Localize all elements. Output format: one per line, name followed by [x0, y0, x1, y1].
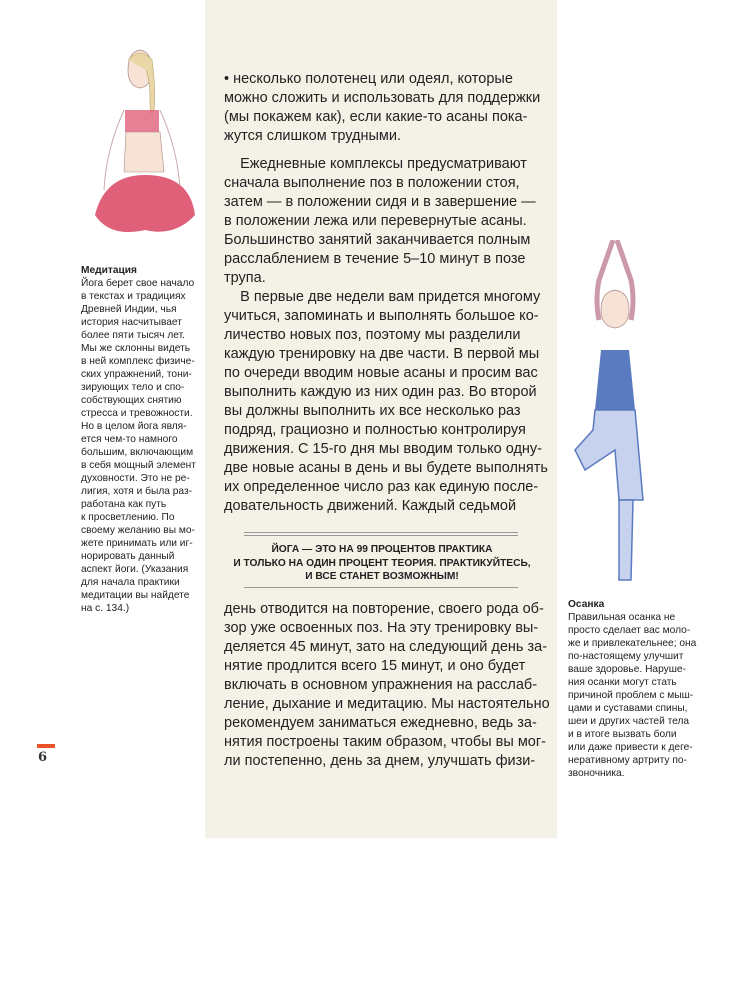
body-text-continued [224, 600, 554, 771]
quote-rule-top [244, 532, 518, 533]
text-line: ских упражнений, тони- [81, 369, 192, 380]
page-number: 6 [38, 750, 48, 765]
text-line: в положении лежа или перевернутые асаны. [224, 213, 527, 229]
text-line: Мы же склонны видеть [81, 343, 191, 354]
text-line: для начала практики [81, 577, 180, 588]
text-line: ния осанки могут стать [568, 677, 677, 688]
caption-title: Осанка [568, 599, 605, 610]
text-line: ление, дыхание и медитацию. Мы настоятельно [224, 696, 550, 712]
text-line: Йога берет свое начало [81, 278, 195, 289]
text-line: зирующих тело и спо- [81, 382, 185, 393]
text-line: жутся слишком трудными. [224, 128, 402, 144]
text-line: расслаблением в течение 5–10 минут в позе [224, 251, 526, 267]
text-line: к просветлению. По [81, 512, 175, 523]
text-line: две новые асаны в день и вы будете выполнять [224, 460, 548, 476]
text-line: цами и суставами спины, [568, 703, 688, 714]
text-line: работана как путь [81, 499, 167, 510]
text-line: • несколько полотенец или одеял, которые [224, 71, 513, 87]
body-text [224, 155, 554, 516]
text-line: день отводится на повторение, своего рода об- [224, 601, 544, 617]
text-line: ли постепенно, день за днем, улучшать физи- [224, 753, 536, 769]
text-line: подряд, грациозно и полностью контролируя [224, 422, 526, 438]
text-line: трупа. [224, 270, 266, 286]
text-line: можно сложить и использовать для поддержки [224, 90, 541, 106]
text-line: нятие продлится всего 15 минут, и оно будет [224, 658, 526, 674]
text-line: их определенное число раз как единую после- [224, 479, 539, 495]
text-line: ваше здоровье. Наруше- [568, 664, 686, 675]
pull-quote [232, 543, 532, 584]
meditation-caption [81, 264, 196, 615]
text-line: более пяти тысяч лет. [81, 330, 185, 341]
text-line: же и привлекательнее; она [568, 638, 697, 649]
text-line: выполнить каждую из них один раз. Во второй [224, 384, 537, 400]
text-line: звоночника. [568, 768, 625, 779]
posture-caption [568, 598, 696, 780]
text-line: личество новых поз, поэтому мы разделили [224, 327, 521, 343]
text-line: довательность движений. Каждый седьмой [224, 498, 517, 514]
text-line: рекомендуем заниматься ежедневно, ведь за- [224, 715, 537, 731]
text-line: В первые две недели вам придется многому [224, 289, 541, 305]
text-line: просто сделает вас моло- [568, 625, 691, 636]
text-line: в текстах и традициях [81, 291, 186, 302]
text-line: история насчитывает [81, 317, 182, 328]
text-line: неративному артриту по- [568, 755, 687, 766]
text-line: Ежедневные комплексы предусматривают [224, 156, 527, 172]
text-line: в себя мощный элемент [81, 460, 196, 471]
text-line: стресса и тревожности. [81, 408, 193, 419]
text-line: (мы покажем как), если какие-то асаны пока- [224, 109, 528, 125]
text-line: деляется 45 минут, зато на следующий день за- [224, 639, 548, 655]
text-line: норировать данный [81, 551, 175, 562]
text-line: Древней Индии, чья [81, 304, 177, 315]
text-line: затем — в положении сидя и в завершение — [224, 194, 536, 210]
text-line: нятия построены таким образом, чтобы вы мог- [224, 734, 546, 750]
text-line: сначала выполнение поз в положении стоя, [224, 175, 520, 191]
text-line: каждую тренировку на две части. В первой мы [224, 346, 540, 362]
text-line: по-настоящему улучшит [568, 651, 684, 662]
text-line: учиться, запоминать и выполнять большое ко- [224, 308, 539, 324]
page-number-marker [37, 744, 55, 748]
text-line: ется чем-то намного [81, 434, 178, 445]
text-line: шеи и других частей тела [568, 716, 690, 727]
text-line: в ней комплекс физиче- [81, 356, 195, 367]
text-line: на с. 134.) [81, 603, 130, 614]
intro-list [224, 70, 554, 146]
text-line: аспект йоги. (Указания [81, 564, 189, 575]
caption-title: Медитация [81, 265, 138, 276]
quote-line: И ТОЛЬКО НА ОДИН ПРОЦЕНТ ТЕОРИЯ. ПРАКТИКУЙТЕСЬ, [233, 557, 531, 569]
text-line: или даже привести к деге- [568, 742, 693, 753]
text-line: духовности. Это не ре- [81, 473, 190, 484]
text-line: жете принимать или иг- [81, 538, 193, 549]
text-line: причиной проблем с мыш- [568, 690, 694, 701]
text-line: Большинство занятий заканчивается полным [224, 232, 531, 248]
quote-rule-bottom [244, 587, 518, 588]
text-line: большим, включающим [81, 447, 194, 458]
text-line: по очереди вводим новые асаны и просим вас [224, 365, 538, 381]
text-line: лигия, хотя и была раз- [81, 486, 193, 497]
text-line: своему желанию вы мо- [81, 525, 195, 536]
quote-rule-top-2 [244, 535, 518, 536]
text-line: собствующих снятию [81, 395, 182, 406]
quote-line: И ВСЕ СТАНЕТ ВОЗМОЖНЫМ! [305, 571, 459, 582]
text-line: Но в целом йога явля- [81, 421, 187, 432]
meditation-illustration [90, 40, 200, 260]
text-line: Правильная осанка не [568, 612, 676, 623]
tree-pose-illustration [555, 240, 675, 595]
text-line: медитации вы найдете [81, 590, 190, 601]
quote-line: ЙОГА — ЭТО НА 99 ПРОЦЕНТОВ ПРАКТИКА [271, 544, 493, 555]
text-line: движения. С 15-го дня мы вводим только одну- [224, 441, 543, 457]
text-line: включать в основном упражнения на расслаб- [224, 677, 538, 693]
text-line: вы должны выполнить их все несколько раз [224, 403, 521, 419]
text-line: зор уже освоенных поз. На эту тренировку вы- [224, 620, 539, 636]
text-line: и в итоге вызвать боли [568, 729, 677, 740]
